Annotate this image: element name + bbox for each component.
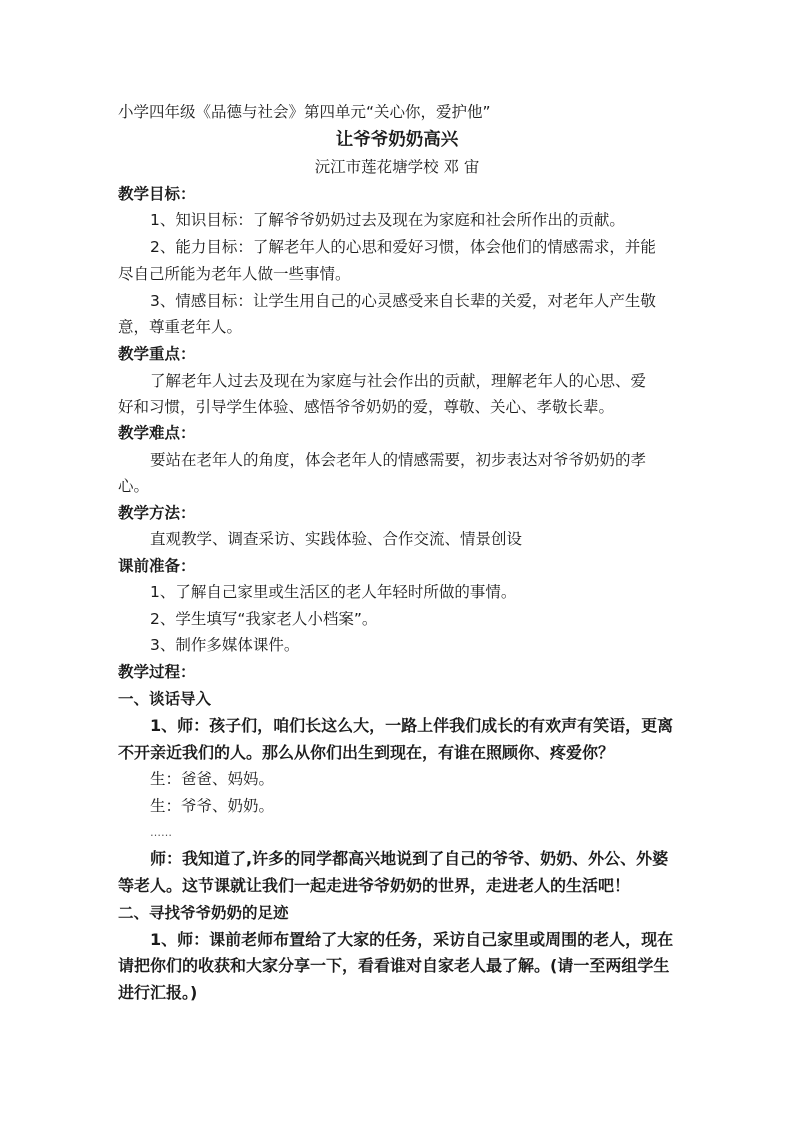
- objectives-heading: 教学目标：: [118, 185, 196, 203]
- difficulties-line1: 要站在老年人的角度，体会老年人的情感需要，初步表达对爷爷奶奶的孝: [150, 451, 647, 469]
- section-1-teacher-line1: 1、师：孩子们，咱们长这么大，一路上伴我们成长的有欢声有笑语，更离: [150, 716, 674, 735]
- difficulties-line2: 心。: [118, 477, 150, 495]
- key-points-line1: 了解老年人过去及现在为家庭与社会作出的贡献，理解老年人的心思、爱: [150, 372, 647, 390]
- section-1-heading: 一、谈话导入: [118, 690, 212, 708]
- objective-emotion-line2: 意，尊重老年人。: [118, 318, 243, 336]
- student-answer-2: 生：爷爷、奶奶。: [150, 797, 275, 815]
- preparation-item-1: 1、了解自己家里或生活区的老人年轻时所做的事情。: [150, 583, 517, 601]
- section-1-teacher2-line2: 等老人。这节课就让我们一起走进爷爷奶奶的世界，走进老人的生活吧！: [118, 876, 631, 895]
- section-2-teacher-line2: 请把你们的收获和大家分享一下，看看谁对自家老人最了解。(请一至两组学生: [118, 956, 670, 975]
- lesson-subtitle: 小学四年级《品德与社会》第四单元“关心你，爱护他”: [118, 103, 491, 121]
- key-points-line2: 好和习惯，引导学生体验、感悟爷爷奶奶的爱，尊敬、关心、孝敬长辈。: [118, 398, 615, 416]
- objective-ability-line1: 2、能力目标：了解老年人的心思和爱好习惯，体会他们的情感需求，并能: [150, 238, 656, 256]
- difficulties-heading: 教学难点：: [118, 424, 196, 442]
- methods-heading: 教学方法：: [118, 504, 196, 522]
- section-2-teacher-line3: 进行汇报。): [118, 983, 198, 1002]
- lesson-title: 让爷爷奶奶高兴: [335, 130, 459, 150]
- section-1-teacher-line2: 不开亲近我们的人。那么从你们出生到现在，有谁在照顾你、疼爱你？: [118, 743, 615, 762]
- process-heading: 教学过程：: [118, 663, 196, 681]
- section-2-teacher-line1: 1、师：课前老师布置给了大家的任务，采访自己家里或周围的老人，现在: [150, 930, 674, 949]
- preparation-heading: 课前准备：: [118, 557, 196, 575]
- objective-knowledge: 1、知识目标：了解爷爷奶奶过去及现在为家庭和社会所作出的贡献。: [150, 211, 625, 229]
- author-line: 沅江市莲花塘学校 邓 宙: [314, 158, 480, 176]
- methods-line: 直观教学、调查采访、实践体验、合作交流、情景创设: [150, 530, 523, 548]
- preparation-item-3: 3、制作多媒体课件。: [150, 636, 300, 654]
- preparation-item-2: 2、学生填写“我家老人小档案”。: [150, 610, 378, 628]
- student-answer-1: 生：爸爸、妈妈。: [150, 770, 275, 788]
- objective-emotion-line1: 3、情感目标：让学生用自己的心灵感受来自长辈的关爱，对老年人产生敬: [150, 292, 656, 310]
- objective-ability-line2: 尽自己所能为老年人做一些事情。: [118, 265, 351, 283]
- section-2-heading: 二、寻找爷爷奶奶的足迹: [118, 904, 289, 922]
- ellipsis: ……: [150, 826, 172, 839]
- section-1-teacher2-line1: 师：我知道了,许多的同学都高兴地说到了自己的爷爷、奶奶、外公、外婆: [150, 849, 669, 868]
- key-points-heading: 教学重点：: [118, 345, 196, 363]
